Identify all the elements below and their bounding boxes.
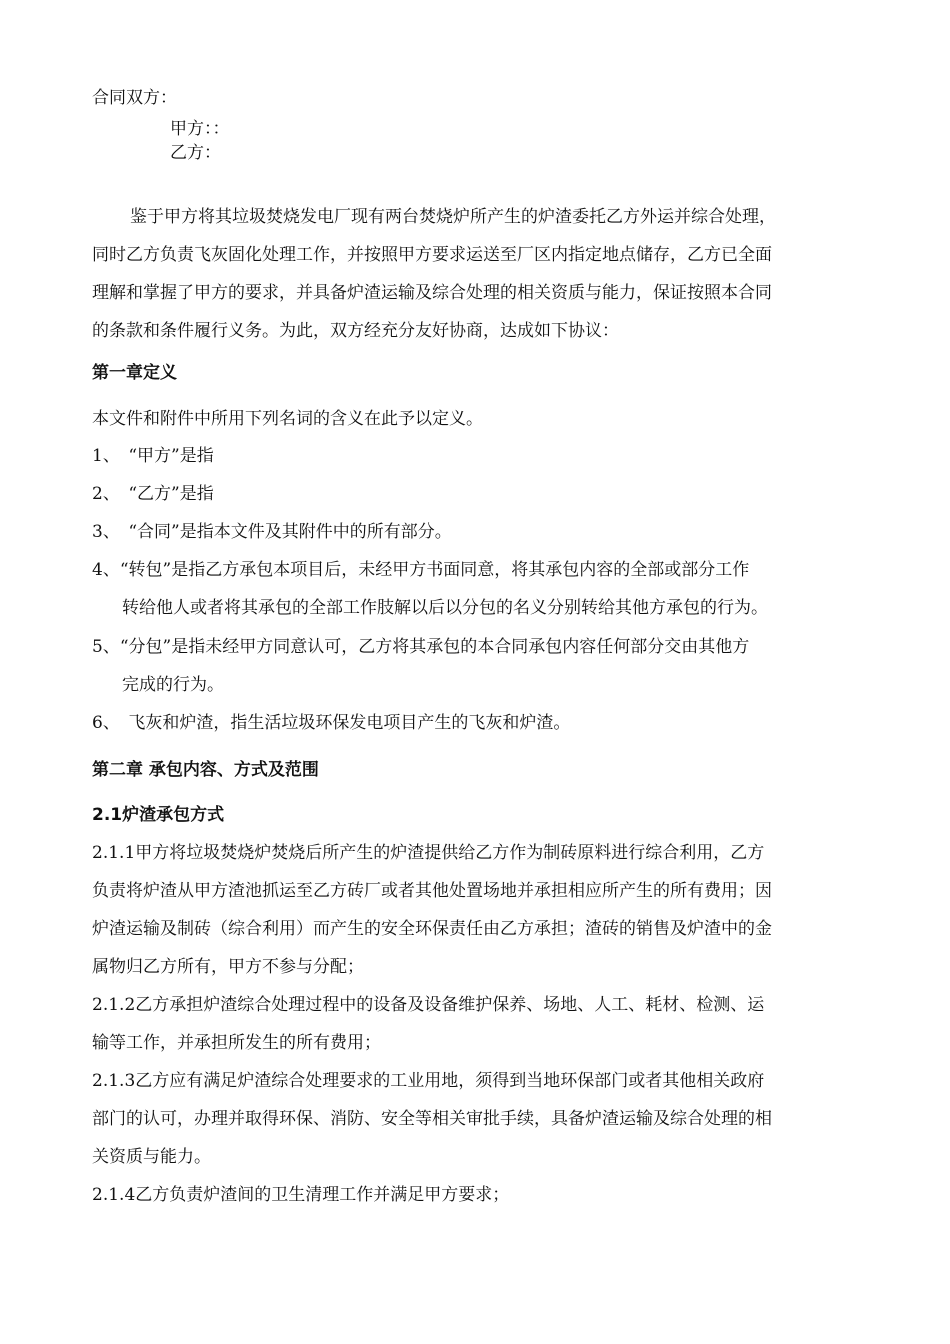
clause-line: 2.1.2乙方承担炉渣综合处理过程中的设备及设备维护保养、场地、人工、耗材、检测、运 (92, 995, 765, 1015)
clause-line: 2.1.3乙方应有满足炉渣综合处理要求的工业用地，须得到当地环保部门或者其他相关政府 (92, 1071, 765, 1091)
clause-line: 部门的认可，办理并取得环保、消防、安全等相关审批手续，具备炉渣运输及综合处理的相 (92, 1109, 772, 1129)
parties-label: 合同双方： (92, 88, 177, 108)
chapter2-title: 第二章 承包内容、方式及范围 (92, 760, 319, 780)
definition-item: 4、“转包”是指乙方承包本项目后，未经甲方书面同意，将其承包内容的全部或部分工作 (92, 560, 750, 580)
clause-line: 属物归乙方所有，甲方不参与分配； (92, 957, 364, 977)
definition-item-continuation: 转给他人或者将其承包的全部工作肢解以后以分包的名义分别转给其他方承包的行为。 (122, 598, 768, 618)
definition-item: 1、 “甲方”是指 (92, 446, 214, 466)
preamble-line: 的条款和条件履行义务。为此，双方经充分友好协商，达成如下协议： (92, 321, 619, 341)
definition-item: 2、 “乙方”是指 (92, 484, 214, 504)
clause-line: 炉渣运输及制砖（综合利用）而产生的安全环保责任由乙方承担；渣砖的销售及炉渣中的金 (92, 919, 772, 939)
definition-item: 5、“分包”是指未经甲方同意认可，乙方将其承包的本合同承包内容任何部分交由其他方 (92, 637, 750, 657)
section-2-1-title: 2.1炉渣承包方式 (92, 805, 225, 825)
clause-line: 负责将炉渣从甲方渣池抓运至乙方砖厂或者其他处置场地并承担相应所产生的所有费用；因 (92, 881, 772, 901)
preamble-line: 理解和掌握了甲方的要求，并具备炉渣运输及综合处理的相关资质与能力，保证按照本合同 (92, 283, 772, 303)
party-a-label: 甲方：： (170, 119, 230, 139)
clause-line: 2.1.4乙方负责炉渣间的卫生清理工作并满足甲方要求； (92, 1185, 510, 1205)
clause-line: 2.1.1甲方将垃圾焚烧炉焚烧后所产生的炉渣提供给乙方作为制砖原料进行综合利用，乙方 (92, 843, 765, 863)
chapter1-intro: 本文件和附件中所用下列名词的含义在此予以定义。 (92, 409, 483, 429)
chapter1-title: 第一章定义 (92, 363, 177, 383)
definition-item: 3、 “合同”是指本文件及其附件中的所有部分。 (92, 522, 452, 542)
definition-item: 6、 飞灰和炉渣，指生活垃圾环保发电项目产生的飞灰和炉渣。 (92, 713, 571, 733)
preamble-line: 鉴于甲方将其垃圾焚烧发电厂现有两台焚烧炉所产生的炉渣委托乙方外运并综合处理， (130, 207, 776, 227)
clause-line: 关资质与能力。 (92, 1147, 211, 1167)
preamble-line: 同时乙方负责飞灰固化处理工作，并按照甲方要求运送至厂区内指定地点储存，乙方已全面 (92, 245, 772, 265)
party-b-label: 乙方： (170, 143, 221, 163)
clause-line: 输等工作，并承担所发生的所有费用； (92, 1033, 381, 1053)
definition-item-continuation: 完成的行为。 (122, 675, 224, 695)
